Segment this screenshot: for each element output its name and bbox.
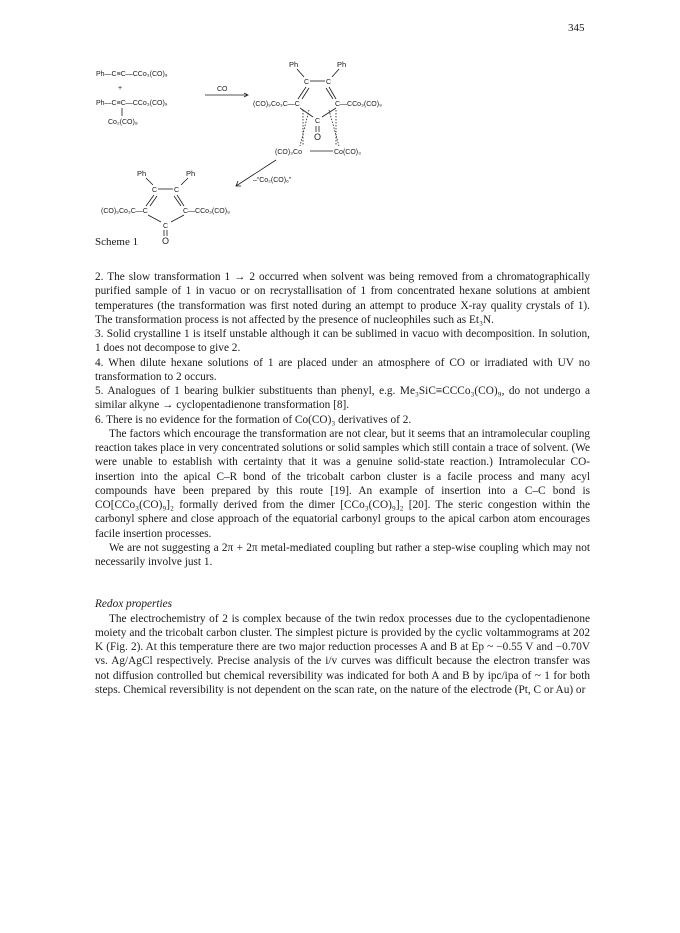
product-right: C—CCo₃(CO)₉ <box>183 208 230 215</box>
loss-label: –“Co₂(CO)₆” <box>253 177 292 184</box>
reactant-top: Ph—C≡C—CCo₃(CO)₉ <box>96 71 168 78</box>
page-number: 345 <box>568 22 585 34</box>
co-left: (CO)₃Co <box>275 149 302 156</box>
ring-c2: C <box>326 79 332 86</box>
product-c1: C <box>152 187 158 194</box>
paragraph: The factors which encourage the transformation are not clear, but it seems that an intramolecular coupling reaction takes place in very concentrated solutions or solid samples which still contain a trace of solvent. (We were unable to establish with certainty that it was a genuine solid-state reaction.) Intramolecular CO-insertion into the apical C–R bond of the tricobalt carbon cluster is a facile process and many acyl compounds have been prepared by this route [19]. An example of insertion into a C–C bond is CO[CCo₃(CO)₉]₂ formally derived from the dimer [CCo₃(CO)₉]₂ [20]. The steric congestion within the carbonyl sphere and close approach of the equatorial carbonyl groups to the apical carbon atom encourages facile insertion processes. <box>95 427 590 540</box>
reagent-label: CO <box>217 86 228 93</box>
carbonyl-c: C <box>315 118 321 125</box>
paragraph: 3. Solid crystalline 1 is itself unstable although it can be sublimed in vacuo with decomposition. In solution, 1 does not decompose to give 2. <box>95 328 590 355</box>
paragraph: 4. When dilute hexane solutions of 1 are placed under an atmosphere of CO or irradiated with UV no transformation to 2 occurs. <box>95 356 590 383</box>
cluster-right: C—CCo₃(CO)₉ <box>335 101 382 108</box>
product-c2: C <box>174 187 180 194</box>
ph-right: Ph <box>337 60 347 69</box>
product-left: (CO)₉Co₃C—C <box>101 208 148 215</box>
product-ph-right: Ph <box>186 169 196 178</box>
product-carbonyl-c: C <box>163 223 169 230</box>
body-text <box>95 270 590 697</box>
paragraph: 5. Analogues of 1 bearing bulkier substituents than phenyl, e.g. Me₃SiC≡CCCo₃(CO)₉, do not undergo a similar alkyne → cyclopentadienone transformation [8]. <box>95 385 590 412</box>
plus-sign: + <box>118 85 123 92</box>
paragraph: 2. The slow transformation 1 → 2 occurred when solvent was being removed from a chromatographically purified sample of 1 in vacuo or on recrystallisation of 1 from concentrated hexane solutions at ambient temperatures (the transformation was first noted during an attempt to produce X-ray quality crystals of 1). The transformation process is not affected by the presence of nucleophiles such as Et₃N. <box>95 271 590 326</box>
ring-c1: C <box>304 79 310 86</box>
product-carbonyl-o: O <box>162 236 170 246</box>
paragraph: 6. There is no evidence for the formation of Co(CO)₃ derivatives of 2. <box>95 413 412 426</box>
reactant-bottom: Ph—C≡C—CCo₃(CO)₉ <box>96 100 168 107</box>
co-right: Co(CO)₃ <box>334 149 361 156</box>
carbonyl-o: O <box>314 132 322 142</box>
scheme-caption: Scheme 1 <box>95 236 139 248</box>
ph-left: Ph <box>289 60 299 69</box>
paragraph: The electrochemistry of 2 is complex because of the twin redox processes due to the cyclopentadienone moiety and the tricobalt carbon cluster. The simplest picture is provided by the cyclic voltammograms at 202 K (Fig. 2). At this temperature there are two major reduction processes A and B at Ep ~ −0.55 V and −0.70V vs. Ag/AgCl respectively. Precise analysis of the i/v curves was difficult because the electron transfer was not diffusion controlled but chemical reversibility was indicated for both A and B by ipc/ipa of ~ 1 for both steps. Chemical reversibility is not dependent on the scan rate, on the nature of the electrode (Pt, C or Au) or <box>95 612 590 696</box>
paragraph: We are not suggesting a 2π + 2π metal-mediated coupling but rather a step-wise coupling which may not necessarily involve just 1. <box>95 541 590 568</box>
section-heading: Redox properties <box>95 598 173 611</box>
cluster-left: (CO)₉Co₃C—C <box>253 101 300 108</box>
reactant-bottom-sub: Co₂(CO)₈ <box>108 119 138 126</box>
scheme-1-figure <box>0 0 680 260</box>
product-ph-left: Ph <box>137 169 147 178</box>
